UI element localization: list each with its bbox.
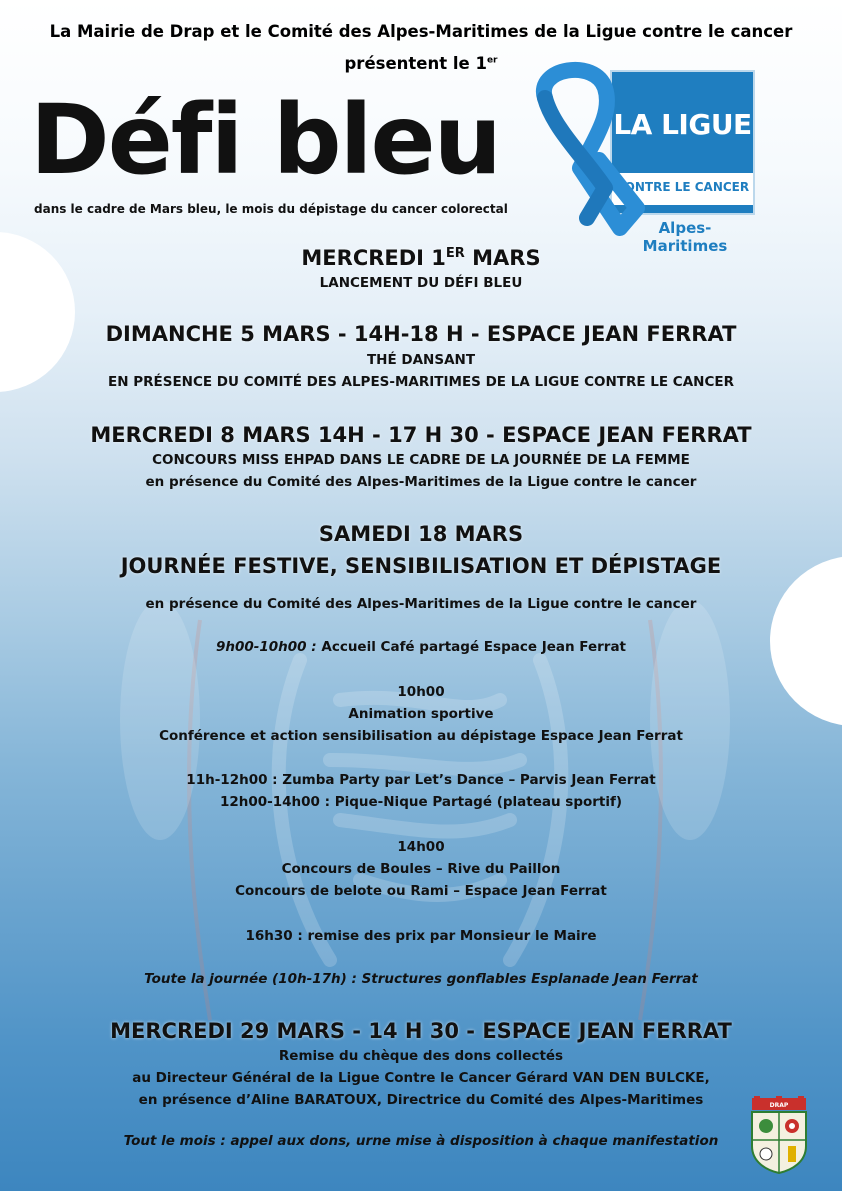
event-2-line-1: THÉ DANSANT [366,352,476,368]
poster-title: Défi bleu [30,84,500,196]
blue-ribbon-icon [525,58,765,243]
footer-note: Tout le mois : appel aux dons, urne mise à disposition à chaque manifestation [123,1133,719,1149]
intro-line-2: présentent le 1er [344,54,498,73]
event-5-line-1: Remise du chèque des dons collectés [278,1048,564,1064]
logo-sub-text: CONTRE LE CANCER [615,180,750,194]
event-3-title: MERCREDI 8 MARS 14H - 17 H 30 - ESPACE JEAN FERRAT [90,423,752,447]
schedule-item-1: 9h00-10h00 : Accueil Café partagé Espace Jean Ferrat [215,639,627,655]
event-5-line-2: au Directeur Général de la Ligue Contre le Cancer Gérard VAN DEN BULCKE, [132,1070,710,1086]
event-3-line-1: CONCOURS MISS EHPAD DANS LE CADRE DE LA JOURNÉE DE LA FEMME [152,452,690,468]
schedule-item-5: 16h30 : remise des prix par Monsieur le Maire [245,928,597,944]
schedule-item-2-time: 10h00 [397,684,445,700]
schedule-item-4-line-2: Concours de belote ou Rami – Espace Jean Ferrat [235,883,607,899]
schedule-item-4-line-1: Concours de Boules – Rive du Paillon [281,861,561,877]
event-2-title: DIMANCHE 5 MARS - 14H-18 H - ESPACE JEAN FERRAT [105,322,737,346]
schedule-item-4-time: 14h00 [397,839,445,855]
logo-region-text: Alpes-Maritimes [642,219,728,255]
event-5-title: MERCREDI 29 MARS - 14 H 30 - ESPACE JEAN FERRAT [110,1019,732,1043]
poster-subtitle: dans le cadre de Mars bleu, le mois du dépistage du cancer colorectal [34,202,508,216]
event-3-line-2: en présence du Comité des Alpes-Maritimes de la Ligue contre le cancer [145,474,697,490]
event-5-line-3: en présence d’Aline BARATOUX, Directrice du Comité des Alpes-Maritimes [138,1092,704,1108]
intro-line: La Mairie de Drap et le Comité des Alpes-Maritimes de la Ligue contre le cancer [49,22,793,41]
schedule-item-2-line-1: Animation sportive [348,706,494,722]
schedule-item-3-line-2: 12h00-14h00 : Pique-Nique Partagé (plateau sportif) [219,794,623,810]
event-1-title: MERCREDI 1ER MARS [301,246,541,270]
schedule-item-2-line-2: Conférence et action sensibilisation au dépistage Espace Jean Ferrat [159,728,683,744]
event-2-line-2: EN PRÉSENCE DU COMITÉ DES ALPES-MARITIMES DE LA LIGUE CONTRE LE CANCER [108,374,734,390]
schedule-item-6: Toute la journée (10h-17h) : Structures gonflables Esplanade Jean Ferrat [144,971,698,987]
event-4-title-1: SAMEDI 18 MARS [318,522,524,546]
drap-coat-of-arms-icon [748,1096,810,1174]
logo-main-text: LA LIGUE [613,108,752,141]
event-4-subtitle: en présence du Comité des Alpes-Maritimes de la Ligue contre le cancer [145,596,697,612]
event-4-title-2: JOURNÉE FESTIVE, SENSIBILISATION ET DÉPISTAGE [120,554,722,578]
event-1-subtitle: LANCEMENT DU DÉFI BLEU [319,275,523,291]
la-ligue-logo [525,58,765,255]
crest-label: DRAP [769,1102,789,1109]
schedule-item-3-line-1: 11h-12h00 : Zumba Party par Let’s Dance – Parvis Jean Ferrat [186,772,656,788]
